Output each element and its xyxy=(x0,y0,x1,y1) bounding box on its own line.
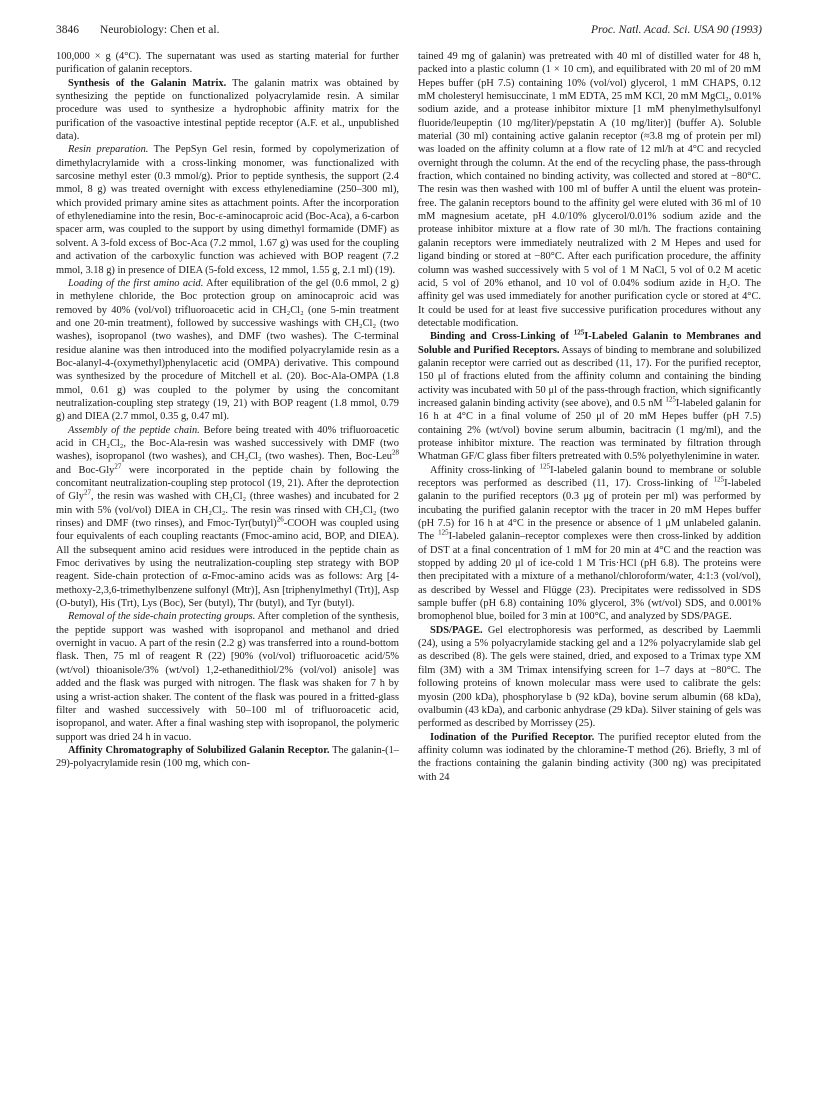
heading-loading: Loading of the first amino acid. xyxy=(68,277,204,289)
heading-affinity: Affinity Chromatography of Solubilized Galanin Receptor. xyxy=(68,744,330,756)
paragraph-continuation: 100,000 × g (4°C). The supernatant was used as starting material for further purification of galanin receptors. xyxy=(56,51,399,76)
right-column xyxy=(418,50,761,784)
paragraph-binding: Binding and Cross-Linking of $^{125}$I-Labeled Galanin to Membranes and Soluble and Purified Receptors. Assays of binding to membrane and solubilized galanin receptor were carried out as described (11, 17). For the purified receptor, 150 μl of fractions eluted from the affinity column and containing the binding activity was incubated with 50 μl of the pass-through fraction, which significantly increased galanin binding activity (see above), and 0.5 nM $^{125}$I-labeled galanin for 16 h at 4°C in a final volume of 250 μl of 20 mM Hepes buffer (pH 7.5) containing 2% (wt/vol) bovine serum albumin, bacitracin (1 mg/ml), and the protease inhibitor mixture. The reaction was terminated by filtration through Whatman GF/C glass fiber filters pretreated with 0.5% polyethylenimine in water. xyxy=(418,328,761,463)
heading-synthesis: Synthesis of the Galanin Matrix. xyxy=(68,77,227,89)
paragraph-affinity: Affinity Chromatography of Solubilized Galanin Receptor. The galanin-(1–29)-polyacrylamide resin (100 mg, which con- xyxy=(56,744,399,770)
paragraph-synthesis: Synthesis of the Galanin Matrix. The galanin matrix was obtained by synthesizing the peptide on functionalized polyacrylamide resin. A similar procedure was used to synthesize a hydrophobic affinity matrix for the purification of the vasoactive intestinal peptide receptor (A.F. et al., unpublished data). xyxy=(56,77,399,143)
paragraph-removal: Removal of the side-chain protecting groups. After completion of the synthesis, the peptide support was washed with isopropanol and methanol and dried overnight in vacuo. A part of the resin (2.2 g) was transferred into a round-bottom flask. Then, 75 ml of reagent R (22) [90% (vol/vol) trifluoroacetic acid/5% (wt/vol) thioanisole/3% (wt/vol) 1,2-ethanedithiol/2% (vol/vol) anisole] was added and the flask was purged with nitrogen. The flask was shaken for 7 h by using a wrist-action shaker. The content of the flask was poured in a fritted-glass filter and washed successively with 50–100 ml of trifluoroacetic acid, isopropanol, and water. After a final washing step with isopropanol, the polymeric support was dried 24 h in vacuo. xyxy=(56,611,399,743)
heading-sds-page: SDS/PAGE. xyxy=(430,624,483,636)
heading-assembly: Assembly of the peptide chain. xyxy=(68,424,200,436)
heading-iodination: Iodination of the Purified Receptor. xyxy=(430,731,595,743)
running-title: Neurobiology: Chen et al. xyxy=(100,24,220,36)
paragraph-loading: Loading of the first amino acid. After equilibration of the gel (0.6 mmol, 2 g) in methylene chloride, the Boc protection group on aminocaproic acid was removed by 40% (vol/vol) trifluoroacetic acid in CH₂Cl₂ (one 5-min treatment and one 20-min treatment), followed by successive washings with CH₂Cl₂ (two washes), isopropanol (two washes), and DMF (two washes). The C-terminal residue alanine was then introduced into the modified polyacrylamide resin as a Boc-alanyl-4-(oxymethyl)phenylacetic acid (OMPA) derivative. This compound was synthesized by the procedure of Mitchell et al. (20). Boc-Ala-OMPA (1.8 mmol, 0.61 g) was coupled to the polymer by using the concomitant neutralization-coupling step strategy (19, 21) with BOP reagent (1.8 mmol, 0.79 g) and DIEA (2.7 mmol, 0.35 g, 0.47 ml). xyxy=(56,277,399,423)
page-header xyxy=(56,24,762,40)
journal-citation: Proc. Natl. Acad. Sci. USA 90 (1993) xyxy=(591,24,762,36)
paragraph-sds-page: SDS/PAGE. Gel electrophoresis was performed, as described by Laemmli (24), using a 5% polyacrylamide stacking gel and a 12% polyacrylamide slab gel as described (8). The gels were stained, dried, and exposed to a Trimax type XM film (3M) with a 3M Trimax intensifying screen for 1–7 days at −80°C. The following proteins of known molecular mass were used to calibrate the gels: myosin (200 kDa), phosphorylase b (92 kDa), bovine serum albumin (68 kDa), ovalbumin (43 kDa), and carbonic anhydrase (29 kDa). Silver staining of gels was performed as described by Morrissey (25). xyxy=(418,624,761,730)
left-column xyxy=(56,50,399,771)
heading-binding: Binding and Cross-Linking of $^{125}$I-Labeled Galanin to Membranes and Soluble and Purified Receptors. xyxy=(418,328,761,356)
paragraph-iodination: Iodination of the Purified Receptor. The purified receptor eluted from the affinity column was iodinated by the chloramine-T method (26). Briefly, 3 ml of the fractions containing the galanin binding activity (300 ng) was precipitated with 24 xyxy=(418,731,761,783)
paragraph-crosslinking: Affinity cross-linking of $^{125}$I-labeled galanin bound to membrane or soluble receptors was performed as described (11, 17). Cross-linking of $^{125}$I-labeled galanin to the purified receptors (0.3 μg of protein per ml) was performed by incubating the purified galanin receptor with the tracer in 20 mM Hepes buffer (pH 7.5) for 16 h at 4°C in the presence or absence of 1 μM unlabeled galanin. The $^{125}$I-labeled galanin–receptor complexes were then cross-linked by addition of DST at a final concentration of 1 mM for 20 min at 4°C and the reaction was stopped by adding 20 μl of ice-cold 1 M Tris·HCl (pH 6.8). The proteins were then precipitated with a mixture of a methanol/chloroform/water, 4:1:3 (vol/vol), as described by Wessel and Flügge (23). Precipitates were redissolved in SDS sample buffer (pH 6.8) containing 10% glycerol, 3% (wt/vol) SDS, and 0.001% bromophenol blue, boiled for 3 min at 100°C, and analyzed by SDS/PAGE. xyxy=(418,462,761,623)
paragraph-assembly: Assembly of the peptide chain. Before being treated with 40% trifluoroacetic acid in CH₂Cl₂, the Boc-Ala-resin was washed successively with DMF (two washes), isopropanol (two washes), and CH₂Cl₂ (two washes). Then, Boc-Leu$^{28}$ and Boc-Gly$^{27}$ were incorporated in the peptide chain by following the concomitant neutralization-coupling step protocol (19, 21). After the deprotection of Gly$^{27}$, the resin was washed with CH₂Cl₂ (three washes) and incubated for 2 min with 5% (vol/vol) DIEA in CH₂Cl₂. The resin was rinsed with CH₂Cl₂ (two rinses) and DMF (two rinses), and Fmoc-Tyr(butyl)$^{26}$-COOH was coupled using four equivalents of each coupling reactants (Fmoc-amino acid, BOP, and DIEA). All the subsequent amino acid residues were introduced in the peptide chain as Fmoc derivatives by using the neutralization-coupling step strategy with BOP reagent. Side-chain protection of α-Fmoc-amino acids was as follows: Arg [4-methoxy-2,3,6-trimethylbenzene sulfonyl (Mtr)], Asn [triphenylmethyl (Trt)], Asp (O-butyl), His (Trt), Lys (Boc), Ser (butyl), Thr (butyl), and Tyr (butyl). xyxy=(56,424,399,610)
heading-removal: Removal of the side-chain protecting groups. xyxy=(68,611,256,623)
paragraph-resin: Resin preparation. The PepSyn Gel resin, formed by copolymerization of dimethylacrylamide with a cross-linking monomer, was functionalized with sarcosine methyl ester (0.3 mmol/g). Prior to peptide synthesis, the support (2.4 mmol, 8 g) was treated overnight with excess ethylenediamine (250–300 ml), which provided primary amine sites as attachment points. After the incorporation of ethylenediamine into the resin, Boc-ε-aminocaproic acid (Boc-Aca), a 6-carbon spacer arm, was coupled to the support by using dimethyl formamide (DMF) as solvent. A 3-fold excess of Boc-Aca (7.2 mmol, 1.67 g) was used for the coupling and activation of the carboxylic function was achieved with BOP reagent (7.2 mmol, 3.18 g) in presence of DIEA (5-fold excess, 12 mmol, 1.55 g, 2.1 ml) (19). xyxy=(56,144,400,276)
heading-resin-preparation: Resin preparation. xyxy=(68,144,149,156)
paragraph-affinity-continued: tained 49 mg of galanin) was pretreated with 40 ml of distilled water for 48 h, packed into a plastic column (1 × 10 cm), and equilibrated with 20 ml of 20 mM Hepes buffer (pH 7.5) containing 10% (vol/vol) glycerol, 1 mM CHAPS, 0.12 mM cholesteryl hemisuccinate, 1 mM EDTA, 25 mM KCl, 20 mM MgCl₂, 0.01% sodium azide, and a protease inhibitor mixture [1 mM phenylmethylsulfonyl fluoride/leupeptin (10 mg/liter)/pepstatin A (10 mg/liter)] (buffer A). Soluble material (30 ml) containing active galanin receptor (≈3.8 mg of protein per ml) was loaded on the affinity column at a flow rate of 12 ml/h at 4°C and recycled overnight through the column. At the end of the recycling phase, the pass-through fraction, which contained no binding activity, was collected and stored at −80°C. The resin was then washed with 100 ml of buffer A until the eluent was protein-free. The galanin receptors bound to the affinity gel were eluted with 36 ml of 10 mM magnesium acetate, pH 4.0/10% glycerol/0.01% sodium azide and the protease inhibitor mixture at a flow rate of 30 ml/h. The fractions containing galanin receptors were immediately neutralized with 2 M Hepes and used for ligand binding or stored at −80°C. After each purification procedure, the affinity column was washed successively with 5 vol of 1 M NaCl, 5 vol of 0.2 M acetic acid, 5 vol of 20% ethanol, and 10 vol of 0.04% sodium azide in H₂O. The affinity gel was used immediately for another purification cycle or stored at 4°C. It could be used for at least five successive purification procedures without any detectable modification. xyxy=(418,51,761,329)
page-number: 3846 xyxy=(56,24,79,36)
